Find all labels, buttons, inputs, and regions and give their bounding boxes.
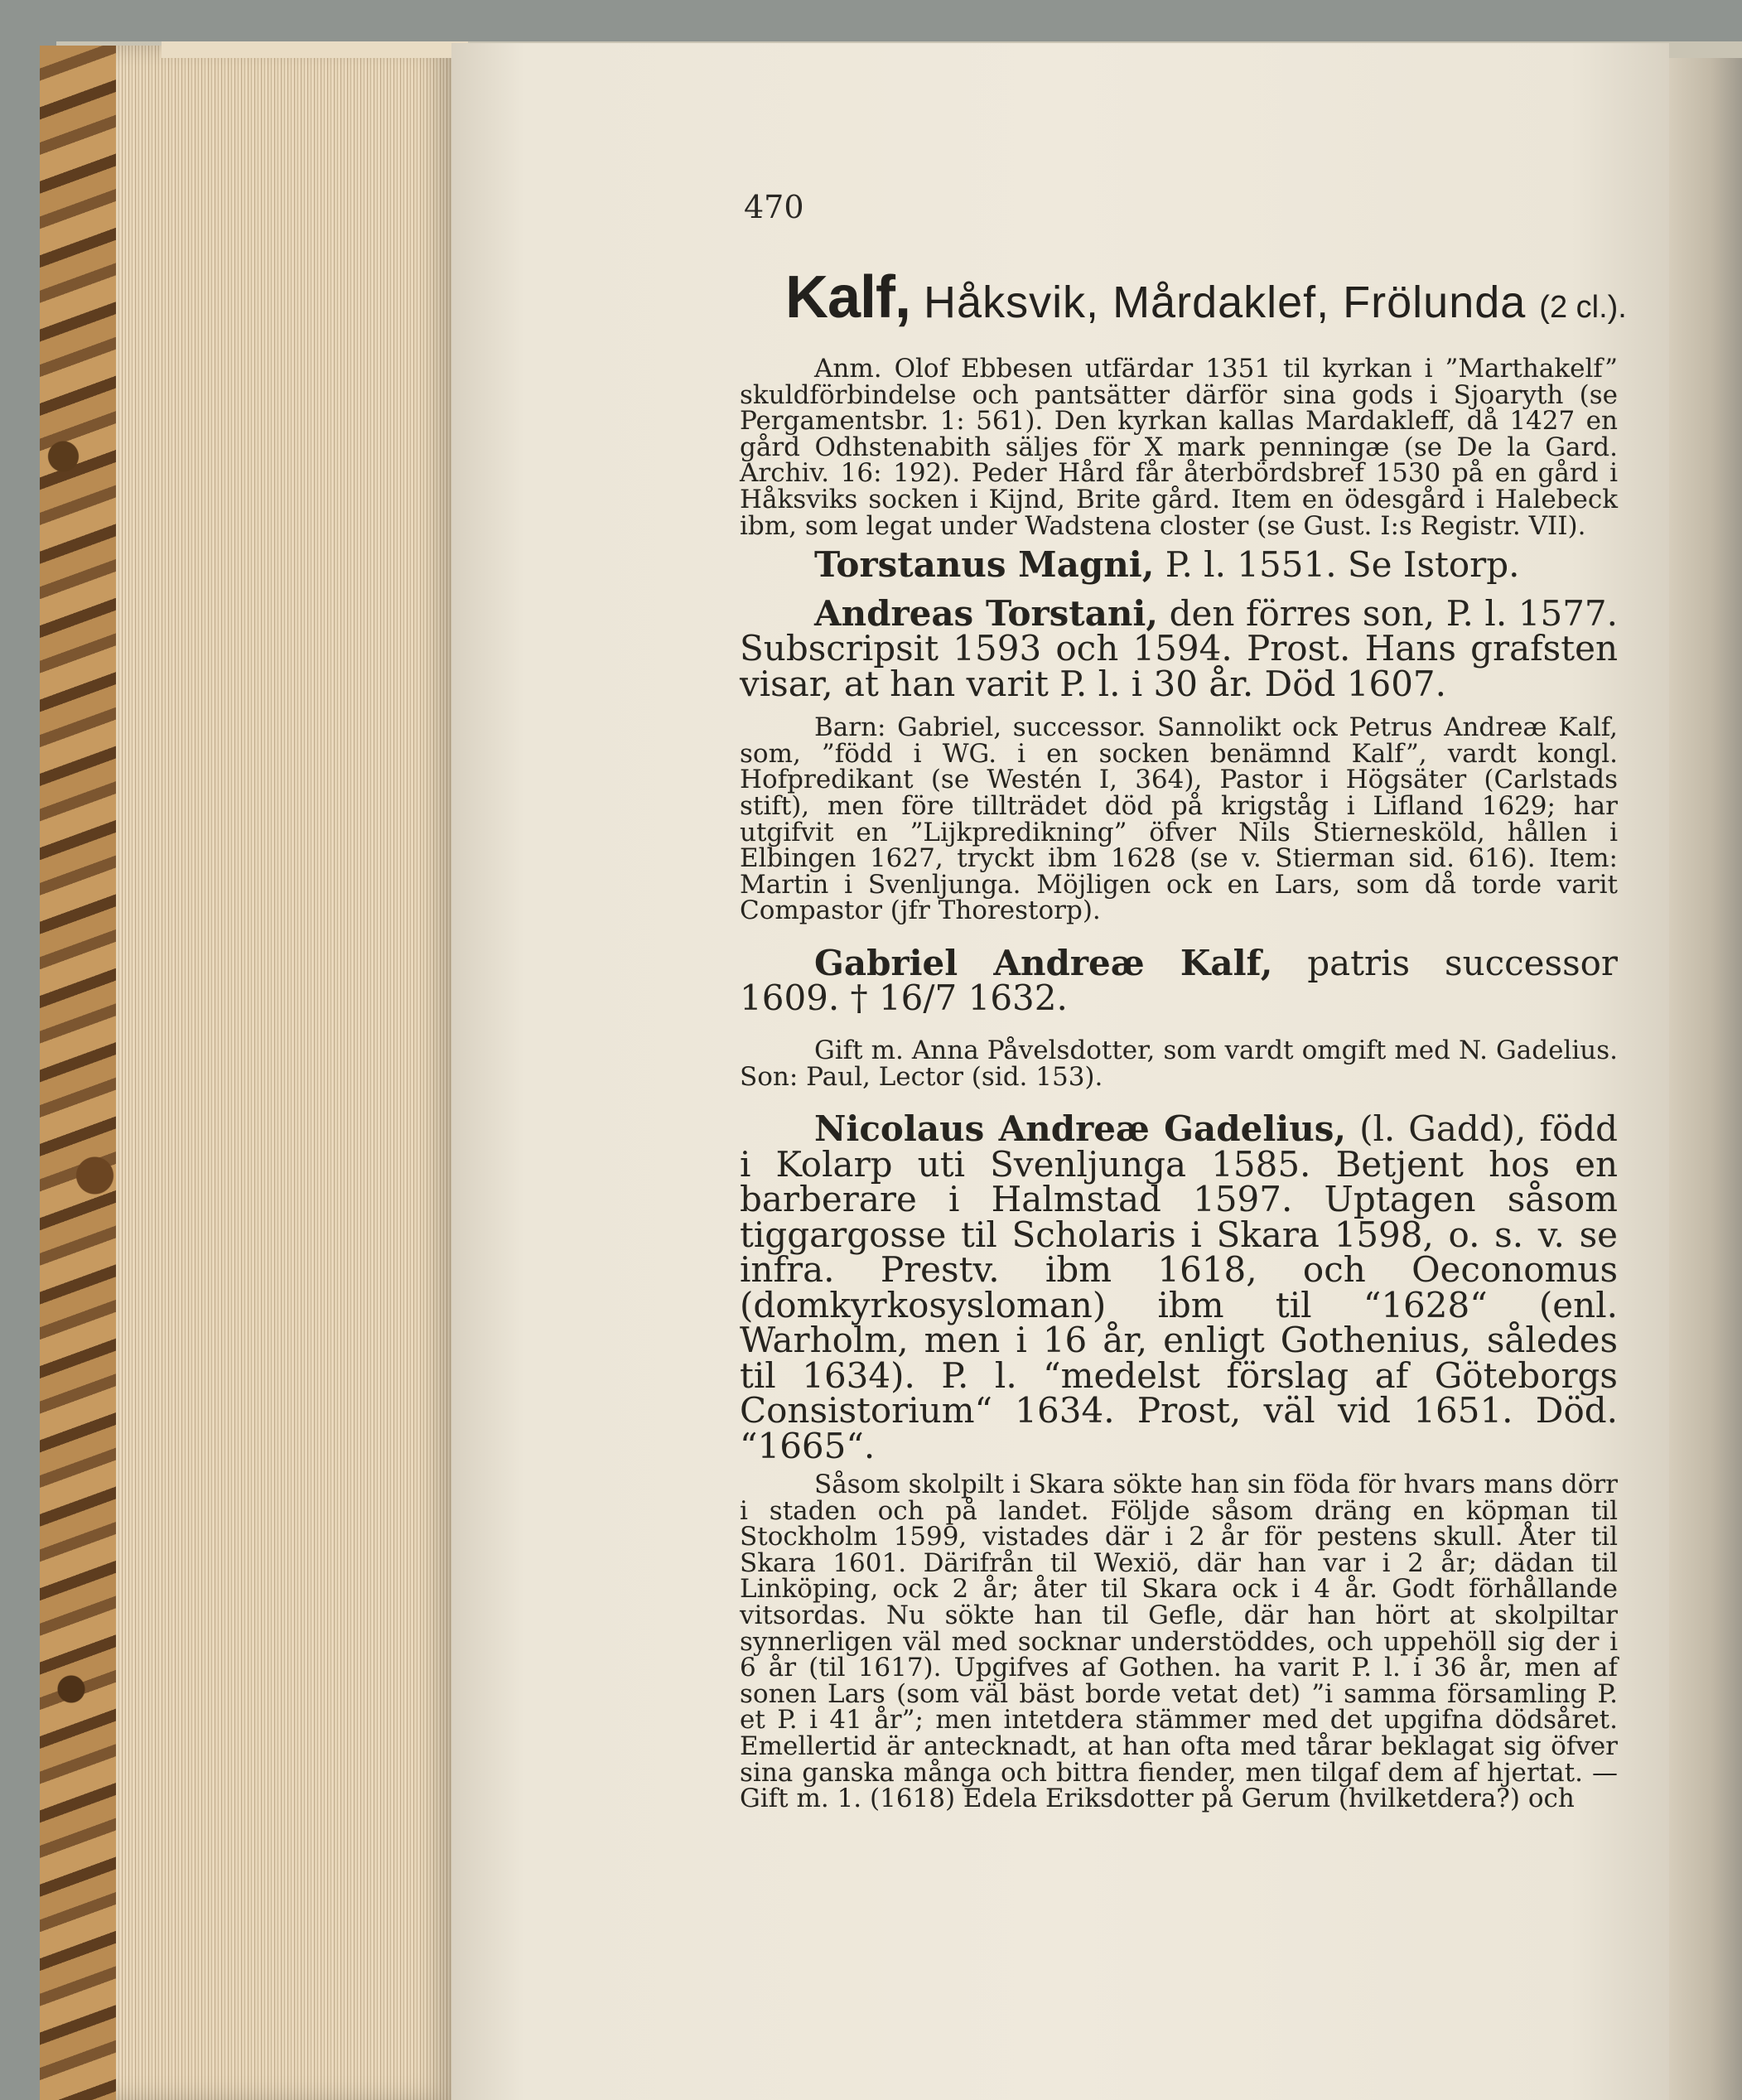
- paragraph-nicolaus-name: Nicolaus Andreæ Gadelius,: [814, 1108, 1347, 1150]
- text-column: [740, 356, 1618, 1813]
- marbled-cover-edge: [40, 46, 122, 2100]
- paragraph-anm-text: Anm. Olof Ebbesen utfärdar 1351 til kyrkan i ”Marthakelf” skuldförbindelse och pantsätter därför sina gods i Sjoaryth (se Pergamentsbr. 1: 561). Den kyrkan kallas Mardakleff, då 1427 en gård Odhstenabith säljes för X mark penningæ (se De la Gard. Archiv. 16: 192). Peder Hård får återbördsbref 1530 på en gård i Håksviks socken i Kijnd, Brite gård. Item en ödesgård i Halebeck ibm, som legat under Wadstena closter (se Gust. I:s Registr. VII).: [740, 354, 1618, 541]
- paragraph-andreas: [740, 592, 1618, 704]
- paragraph-gabriel-text: patris successor 1609. † 16/7 1632.: [740, 942, 1619, 1019]
- paragraph-sasom: [740, 1472, 1618, 1813]
- page-heading: [785, 263, 1627, 331]
- paragraph-anm: [740, 356, 1618, 539]
- page-block-edge: [116, 46, 464, 2100]
- paragraph-sasom-text: Såsom skolpilt i Skara sökte han sin föda för hvars mans dörr i staden och på landet. Följde såsom dräng en köpman til Stockholm 1599, vistades där i 2 år för pestens skull. Åter til Skara 1601. Därifrån til Wexiö, där han var i 2 år; dädan til Linköping, ock 2 år; åter til Skara ock i 4 år. Godt förhållande vitsordas. Nu sökte han til Gefle, där han hört at skolpiltar synnerligen väl med socknar understöddes, och uppehöll sig der i 6 år (til 1617). Upgifves af Gothen. ha varit P. l. i 36 år, men af sonen Lars (som väl bäst borde vetat det) ”i samma församling P. et P. i 41 år”; men intetdera stämmer med det upgifna dödsåret. Emellertid är antecknadt, at han ofta med tårar beklagat sig öfver sina ganska många och bittra fiender, men tilgaf dem af hjertat. — Gift m. 1. (1618) Edela Eriksdotter på Gerum (hvilketdera?) och: [740, 1470, 1618, 1814]
- paragraph-torstanus-name: Torstanus Magni,: [814, 544, 1155, 586]
- paragraph-gift1: [740, 1035, 1618, 1092]
- paragraph-gabriel-name: Gabriel Andreæ Kalf,: [814, 942, 1273, 983]
- page-number: 470: [744, 189, 804, 225]
- right-page-edge: [1665, 58, 1742, 2100]
- paragraph-gift1-text: Gift m. Anna Påvelsdotter, som vardt omgift med N. Gadelius. Son: Paul, Lector (sid. 153).: [740, 1035, 1618, 1092]
- paragraph-torstanus: [740, 544, 1618, 586]
- paragraph-nicolaus-text: (l. Gadd), född i Kolarp uti Svenljunga 1585. Betjent hos en barberare i Halmstad 1597. Uptagen såsom tiggargosse til Scholaris i Skara 1598, o. s. v. se infra. Prestv. ibm 1618, och Oeconomus (domkyrkosysloman) ibm til “1628“ (enl. Warholm, men i 16 år, enligt Gothenius, således til 1634). P. l. “medelst förslag af Göteborgs Consistorium“ 1634. Prost, väl vid 1651. Död. “1665“.: [740, 1108, 1618, 1466]
- paragraph-barn-text: Barn: Gabriel, successor. Sannolikt ock Petrus Andreæ Kalf, som, ”född i WG. i en socken benämnd Kalf”, vardt kongl. Hofpredikant (se Westén I, 364), Pastor i Högsäter (Carlstads stift), men före tillträdet död på krigståg i Lifland 1629; har utgifvit en ”Lijkpredikning” öfver Nils Stiernesköld, hållen i Elbingen 1627, tryckt ibm 1628 (se v. Stierman sid. 616). Item: Martin i Svenljunga. Möjligen ock en Lars, som då torde varit Compastor (jfr Thorestorp).: [740, 712, 1618, 926]
- paragraph-andreas-name: Andreas Torstani,: [814, 592, 1158, 634]
- paragraph-barn: [740, 712, 1618, 926]
- paragraph-gabriel: [740, 942, 1619, 1019]
- heading-count: (2 cl.).: [1539, 290, 1627, 325]
- paragraph-andreas-text: den förres son, P. l. 1577. Subscripsit 1593 och 1594. Prost. Hans grafsten visar, at han varit P. l. i 30 år. Död 1607.: [740, 592, 1618, 704]
- paragraph-nicolaus: [740, 1108, 1618, 1466]
- heading-places: Håksvik, Mårdaklef, Frölunda: [910, 278, 1540, 327]
- page-block-top: [162, 41, 468, 58]
- heading-name: Kalf,: [785, 264, 911, 331]
- paragraph-torstanus-text: P. l. 1551. Se Istorp.: [1154, 544, 1520, 586]
